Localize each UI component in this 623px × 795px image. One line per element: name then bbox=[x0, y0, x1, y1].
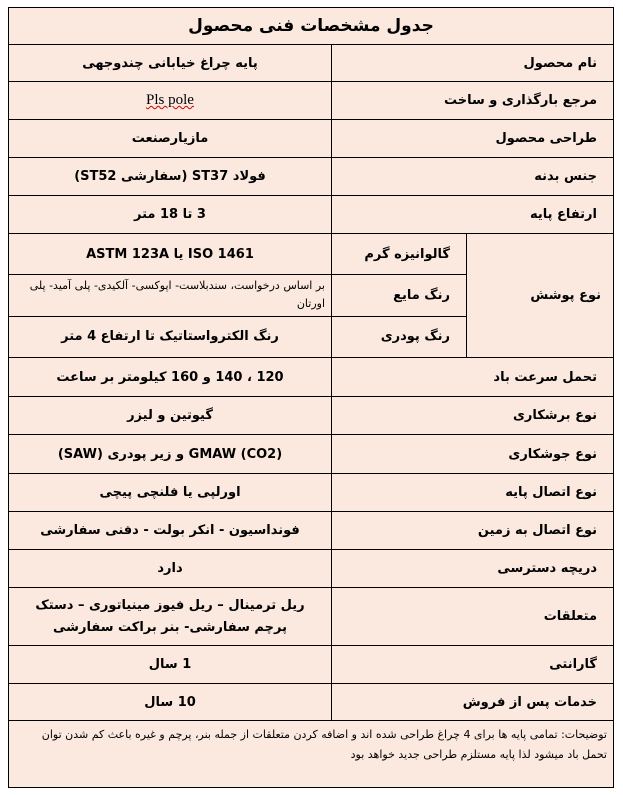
table-row bbox=[9, 435, 613, 474]
row-label: تحمل سرعت باد bbox=[331, 358, 613, 396]
table-row bbox=[9, 646, 613, 684]
row-value: فولاد ST37 (سفارشی ST52) bbox=[74, 169, 266, 184]
coating-section bbox=[9, 234, 613, 358]
coating-item bbox=[9, 317, 467, 357]
row-label: جنس بدنه bbox=[331, 158, 613, 195]
row-value: 10 سال bbox=[144, 694, 196, 710]
coating-item-value: ISO 1461 یا ASTM 123A bbox=[86, 246, 254, 262]
coating-item bbox=[9, 275, 467, 316]
table-row bbox=[9, 588, 613, 646]
table-row bbox=[9, 45, 613, 82]
row-label: نام محصول bbox=[331, 45, 613, 81]
coating-label: نوع پوشش bbox=[530, 288, 601, 303]
table-row bbox=[9, 397, 613, 435]
row-label: دریچه دسترسی bbox=[331, 550, 613, 587]
row-value: گیوتین و لیزر bbox=[127, 408, 213, 423]
table-title: جدول مشخصات فنی محصول bbox=[9, 8, 613, 45]
coating-item-label: رنگ پودری bbox=[331, 317, 467, 357]
row-value-text: Pls pole bbox=[146, 92, 194, 108]
row-label: ارتفاع پایه bbox=[331, 196, 613, 233]
row-label: نوع اتصال پایه bbox=[331, 474, 613, 511]
coating-item-value: رنگ الکترواستاتیک تا ارتفاع 4 متر bbox=[61, 329, 279, 345]
row-value bbox=[9, 82, 331, 119]
row-value: فونداسیون - انکر بولت - دفنی سفارشی bbox=[40, 523, 300, 538]
row-label: متعلقات bbox=[331, 588, 613, 645]
row-value: پایه چراغ خیابانی چندوجهی bbox=[82, 55, 258, 71]
table-row bbox=[9, 158, 613, 196]
row-value: ریل ترمینال – ریل فیوز مینیاتوری – دستک پرچم سفارشی- بنر براکت سفارشی bbox=[35, 597, 305, 635]
row-value: 120 ، 140 و 160 کیلومتر بر ساعت bbox=[56, 369, 284, 385]
row-label: نوع اتصال به زمین bbox=[331, 512, 613, 549]
row-value: 1 سال bbox=[148, 657, 192, 672]
row-label: نوع جوشکاری bbox=[331, 435, 613, 473]
row-value: اورلپی یا فلنچی پیچی bbox=[99, 485, 241, 500]
table-row bbox=[9, 550, 613, 588]
coating-item-label: رنگ مایع bbox=[331, 275, 467, 315]
footnote: توضیحات: تمامی پایه ها برای 4 چراغ طراحی شده اند و اضافه کردن متعلقات از جمله بنر، پرچم و غیره باعث کم شدن توان تحمل باد میشود لذا پایه مستلزم طراحی جدید خواهد بود bbox=[41, 728, 607, 761]
row-label: گارانتی bbox=[331, 646, 613, 683]
row-label: طراحی محصول bbox=[331, 120, 613, 157]
coating-item-label: گالوانیزه گرم bbox=[331, 234, 467, 274]
table-row bbox=[9, 120, 613, 158]
table-row bbox=[9, 82, 613, 120]
table-row bbox=[9, 684, 613, 721]
row-value: GMAW (CO2) و زیر پودری (SAW) bbox=[57, 446, 283, 462]
coating-item bbox=[9, 234, 467, 275]
table-row bbox=[9, 358, 613, 397]
row-value: دارد bbox=[157, 561, 183, 576]
row-label: نوع برشکاری bbox=[331, 397, 613, 434]
row-value: مازیارصنعت bbox=[131, 131, 209, 146]
table-row bbox=[9, 474, 613, 512]
table-row bbox=[9, 512, 613, 550]
spec-table bbox=[8, 7, 614, 788]
table-row bbox=[9, 196, 613, 234]
row-label: مرجع بارگذاری و ساخت bbox=[331, 82, 613, 119]
coating-item-value: بر اساس درخواست، سندبلاست- اپوکسی- آلکیدی- پلی آمید- پلی اورتان bbox=[29, 279, 325, 311]
coating-sublist bbox=[9, 234, 467, 357]
row-label: خدمات پس از فروش bbox=[331, 684, 613, 720]
row-value: 3 تا 18 متر bbox=[134, 207, 206, 222]
